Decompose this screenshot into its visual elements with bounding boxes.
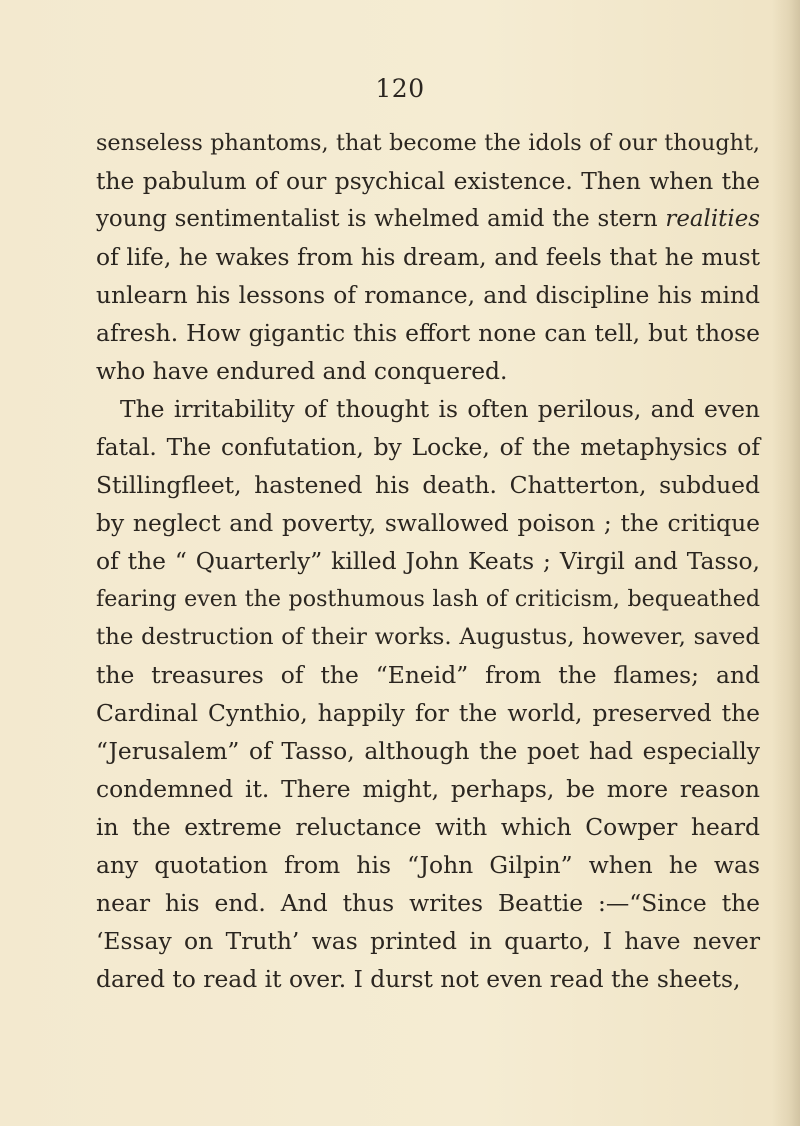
page-number: 120 [375, 74, 425, 103]
text-line: condemned it. There might, perhaps, be more reason [96, 775, 760, 803]
text-line: ‘Essay on Truth’ was printed in quarto, I have never [96, 927, 760, 955]
text-line: fatal. The confutation, by Locke, of the metaphysics of [96, 433, 760, 461]
text-line: dared to read it over. I durst not even read the sheets, [96, 965, 741, 993]
text-line-roman: young sentimentalist is whelmed amid the stern [96, 206, 666, 232]
page-edge-shadow [772, 0, 800, 1126]
text-line: of life, he wakes from his dream, and feels that he must [96, 243, 760, 271]
text-line: of the “ Quarterly” killed John Keats ; Virgil and Tasso, [96, 547, 760, 575]
text-line: the pabulum of our psychical existence. Then when the [96, 167, 760, 195]
text-line: Stillingfleet, hastened his death. Chatterton, subdued [96, 471, 760, 499]
text-line: any quotation from his “John Gilpin” when he was [96, 851, 760, 879]
text-line: by neglect and poverty, swallowed poison ; the critique [96, 509, 760, 537]
text-line: who have endured and conquered. [96, 357, 508, 385]
text-line: in the extreme reluctance with which Cowper heard [96, 813, 760, 841]
body-text [96, 124, 760, 998]
text-line: The irritability of thought is often perilous, and even [120, 395, 760, 423]
text-line: “Jerusalem” of Tasso, although the poet had especially [96, 737, 760, 765]
text-line: unlearn his lessons of romance, and discipline his mind [96, 281, 760, 309]
text-line: Cardinal Cynthio, happily for the world, preserved the [96, 699, 760, 727]
text-line: the treasures of the “Eneid” from the flames; and [96, 661, 760, 689]
text-line: fearing even the posthumous lash of criticism, bequeathed [96, 586, 760, 612]
text-line: afresh. How gigantic this effort none can tell, but those [96, 319, 760, 347]
italic-word: realities [665, 206, 760, 232]
text-line: senseless phantoms, that become the idols of our thought, [96, 130, 760, 156]
text-line: near his end. And thus writes Beattie :—“Since the [96, 889, 760, 917]
text-line [96, 200, 760, 238]
text-line: the destruction of their works. Augustus, however, saved [96, 624, 760, 650]
